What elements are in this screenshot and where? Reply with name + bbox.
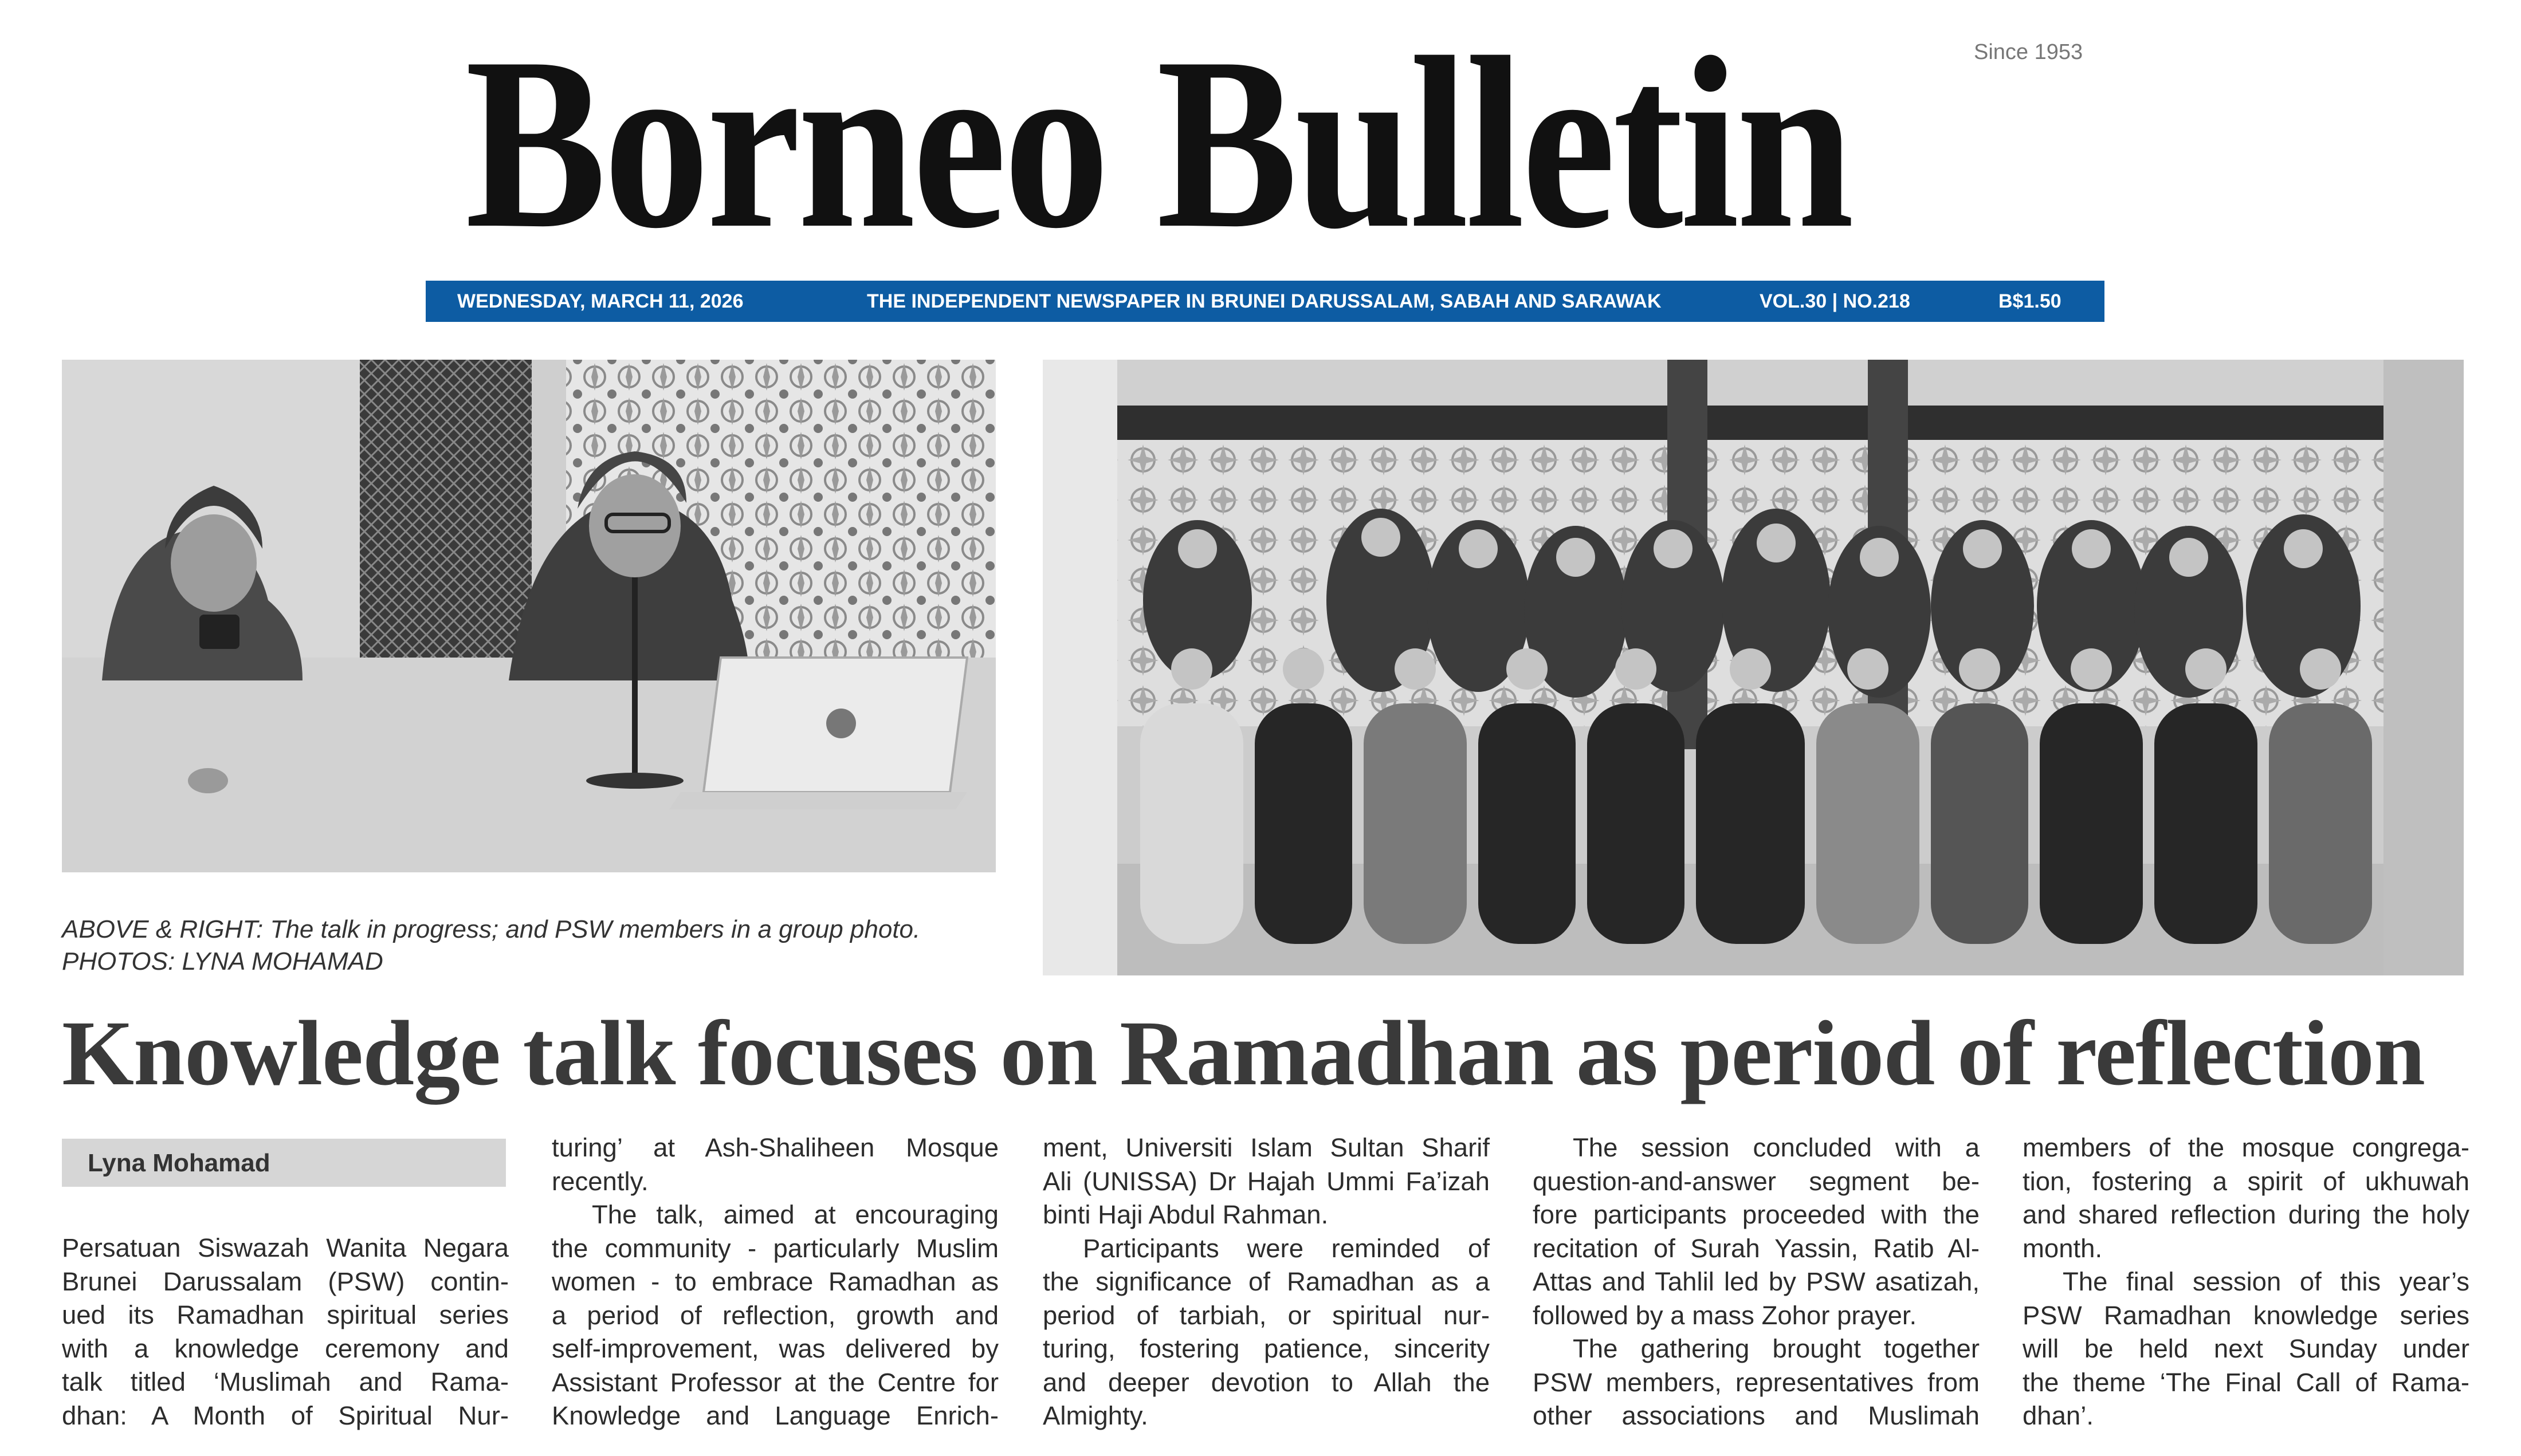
caption-line: ABOVE & RIGHT: The talk in progress; and PSW members in a group photo. xyxy=(62,915,921,943)
body-line: self-improvement, was delivered by xyxy=(552,1334,999,1363)
article-column-4 xyxy=(1533,1131,1980,1433)
body-line: The final session of this year’s xyxy=(2063,1267,2469,1296)
body-line: tion, fostering a spirit of ukhuwah xyxy=(2023,1166,2469,1196)
since-label: Since 1953 xyxy=(1974,40,2083,64)
body-line: fore participants proceeded with the xyxy=(1533,1200,1980,1229)
body-line: The talk, aimed at encouraging xyxy=(592,1200,999,1229)
body-line: recently. xyxy=(552,1166,649,1196)
article-column-5 xyxy=(2023,1131,2469,1433)
body-line: month. xyxy=(2023,1233,2103,1263)
photo-talk-in-progress xyxy=(62,360,996,872)
body-line: Attas and Tahlil led by PSW asatizah, xyxy=(1533,1267,1980,1296)
body-line: the theme ‘The Final Call of Rama- xyxy=(2023,1367,2469,1397)
photo-credit: PHOTOS: LYNA MOHAMAD xyxy=(62,947,383,975)
body-line: talk titled ‘Muslimah and Rama- xyxy=(62,1367,509,1396)
article-column-1 xyxy=(62,1231,509,1433)
body-line: other associations and Muslimah xyxy=(1533,1401,1980,1430)
body-line: Persatuan Siswazah Wanita Negara xyxy=(62,1233,509,1262)
volume-number: VOL.30 | NO.218 xyxy=(1760,290,1910,312)
body-line: Knowledge and Language Enrich- xyxy=(552,1401,999,1430)
body-line: ment, Universiti Islam Sultan Sharif xyxy=(1043,1133,1490,1162)
article-headline: Knowledge talk focuses on Ramadhan as period of reflection xyxy=(62,1002,2425,1105)
body-line: with a knowledge ceremony and xyxy=(62,1333,509,1363)
byline-box xyxy=(62,1139,506,1187)
body-line: binti Haji Abdul Rahman. xyxy=(1043,1200,1329,1229)
body-line: turing, fostering patience, sincerity xyxy=(1043,1334,1490,1363)
body-line: Brunei Darussalam (PSW) contin- xyxy=(62,1266,509,1296)
issue-date: WEDNESDAY, MARCH 11, 2026 xyxy=(457,290,744,312)
author-name: Lyna Mohamad xyxy=(88,1149,270,1177)
body-line: dhan’. xyxy=(2023,1401,2094,1430)
article-column-2 xyxy=(552,1131,999,1433)
masthead-title: Borneo Bulletin xyxy=(465,7,1851,280)
body-line: turing’ at Ash-Shaliheen Mosque xyxy=(552,1133,999,1162)
body-line: and deeper devotion to Allah the xyxy=(1043,1367,1490,1397)
body-line: will be held next Sunday under xyxy=(2023,1334,2469,1363)
date-bar xyxy=(426,281,2104,322)
body-line: The gathering brought together xyxy=(1573,1334,1980,1363)
photo-caption xyxy=(62,914,1007,978)
tagline: THE INDEPENDENT NEWSPAPER IN BRUNEI DARUSSALAM, SABAH AND SARAWAK xyxy=(867,290,1662,312)
body-line: followed by a mass Zohor prayer. xyxy=(1533,1300,1917,1330)
body-line: PSW Ramadhan knowledge series xyxy=(2023,1300,2469,1330)
body-line: question-and-answer segment be- xyxy=(1533,1166,1980,1196)
price: B$1.50 xyxy=(1998,290,2061,312)
body-line: Almighty. xyxy=(1043,1401,1148,1430)
body-line: period of tarbiah, or spiritual nur- xyxy=(1043,1300,1490,1330)
body-line: Ali (UNISSA) Dr Hajah Ummi Fa’izah xyxy=(1043,1166,1490,1196)
body-line: members of the mosque congrega- xyxy=(2023,1133,2469,1162)
body-line: the significance of Ramadhan as a xyxy=(1043,1267,1490,1296)
body-line: Participants were reminded of xyxy=(1083,1233,1490,1263)
body-line: a period of reflection, growth and xyxy=(552,1300,999,1330)
body-line: PSW members, representatives from xyxy=(1533,1367,1980,1397)
body-line: recitation of Surah Yassin, Ratib Al- xyxy=(1533,1233,1980,1263)
body-line: Assistant Professor at the Centre for xyxy=(552,1367,999,1397)
body-line: ued its Ramadhan spiritual series xyxy=(62,1300,509,1329)
body-line: women - to embrace Ramadhan as xyxy=(552,1267,999,1296)
body-line: and shared reflection during the holy xyxy=(2023,1200,2469,1229)
body-line: The session concluded with a xyxy=(1573,1133,1980,1162)
body-line: dhan: A Month of Spiritual Nur- xyxy=(62,1400,509,1430)
photo-group xyxy=(1043,360,2464,975)
article-column-3 xyxy=(1043,1131,1490,1433)
body-line: the community - particularly Muslim xyxy=(552,1233,999,1263)
